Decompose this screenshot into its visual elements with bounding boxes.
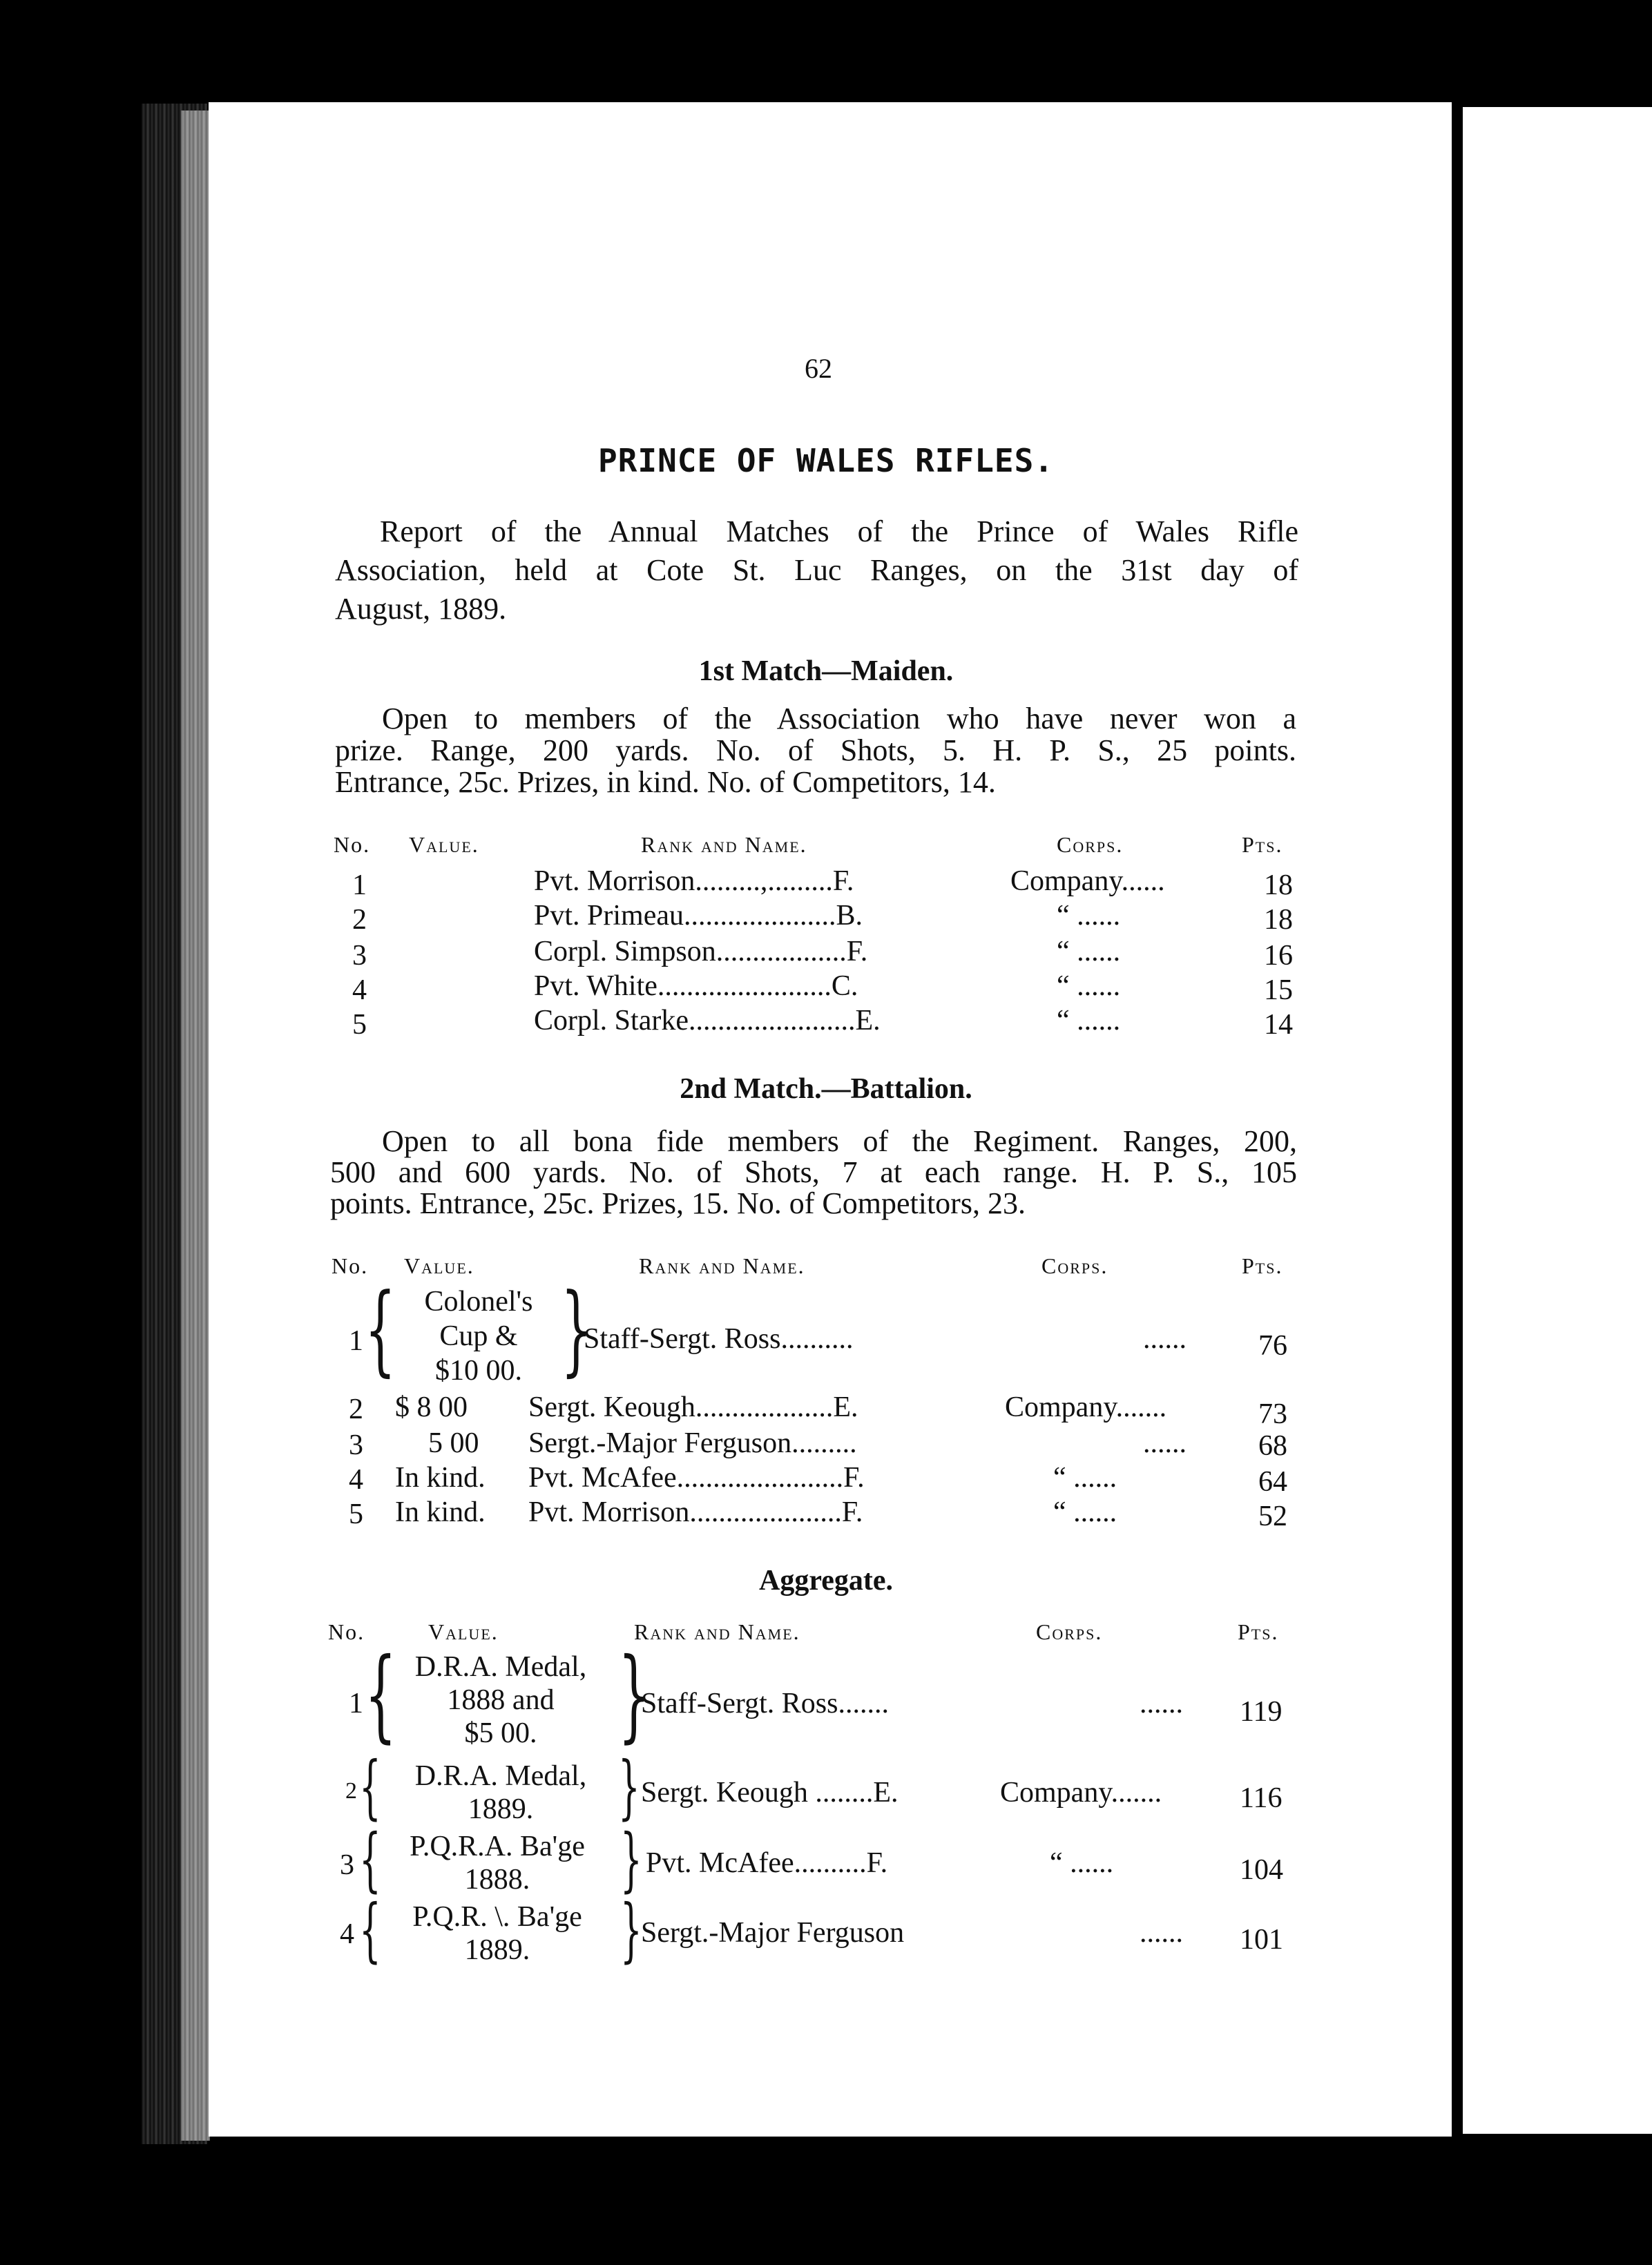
- row-corps: “ ......: [1053, 1462, 1117, 1494]
- left-brace: {: [359, 1819, 381, 1900]
- row-pts: 14: [1264, 1009, 1293, 1041]
- row-rank-name: Corpl. Simpson..................F.: [534, 936, 868, 967]
- row-no: 2: [352, 904, 367, 936]
- left-brace: {: [359, 1746, 381, 1827]
- left-brace: {: [365, 1273, 396, 1387]
- value-line: 1888.: [464, 1864, 530, 1896]
- right-brace: }: [618, 1746, 640, 1827]
- row-no: 3: [349, 1429, 363, 1461]
- row-value: [406, 1284, 551, 1388]
- row-corps: “ ......: [1050, 1847, 1114, 1879]
- row-pts: 18: [1264, 869, 1293, 901]
- intro-line: Association, held at Cote St. Luc Ranges, on the 31st day of: [335, 553, 1298, 587]
- col-value: Value.: [428, 1619, 499, 1644]
- col-value: Value.: [409, 832, 479, 857]
- row-value: $ 8 00: [395, 1391, 468, 1423]
- match1-desc-line: prize. Range, 200 yards. No. of Shots, 5. H. P. S., 25 points.: [335, 733, 1296, 767]
- facing-page: [1463, 107, 1652, 2134]
- row-pts: 73: [1258, 1398, 1287, 1430]
- row-value: [387, 1650, 615, 1750]
- page-number: 62: [805, 353, 832, 384]
- row-corps: “ ......: [1057, 1005, 1121, 1037]
- col-rank-name: Rank and Name.: [639, 1253, 805, 1278]
- value-line: $10 00.: [435, 1355, 522, 1387]
- match1-description: [335, 703, 1296, 798]
- row-corps: Company.......: [1000, 1777, 1162, 1809]
- row-corps: ......: [1143, 1323, 1187, 1355]
- value-line: $5 00.: [464, 1717, 537, 1749]
- row-corps: ......: [1140, 1917, 1183, 1949]
- row-pts: 52: [1258, 1501, 1287, 1532]
- row-rank-name: Corpl. Starke.......................E.: [534, 1005, 881, 1037]
- row-pts: 116: [1240, 1782, 1283, 1814]
- match1-desc-line: Open to members of the Association who have never won a: [382, 702, 1296, 735]
- col-corps: Corps.: [1041, 1253, 1108, 1278]
- col-no: No.: [334, 832, 371, 857]
- row-no: 1: [349, 1688, 363, 1719]
- value-line: D.R.A. Medal,: [414, 1760, 587, 1792]
- row-no: 2: [345, 1778, 357, 1804]
- row-corps: Company.......: [1005, 1391, 1167, 1423]
- match1-heading: 1st Match—Maiden.: [698, 655, 954, 687]
- row-no: 1: [352, 869, 367, 901]
- row-corps: “ ......: [1053, 1496, 1117, 1528]
- value-line: 1888 and: [447, 1684, 555, 1716]
- row-value: In kind.: [395, 1462, 486, 1494]
- row-rank-name: Sergt.-Major Ferguson.........: [528, 1427, 857, 1459]
- row-pts: 104: [1240, 1854, 1283, 1886]
- row-rank-name: Pvt. Morrison.........,.........F.: [534, 865, 854, 897]
- row-rank-name: Staff-Sergt. Ross.......: [641, 1688, 889, 1719]
- value-line: 1889.: [464, 1934, 530, 1966]
- value-line: 1889.: [468, 1793, 534, 1825]
- row-corps: Company......: [1010, 865, 1165, 897]
- row-no: 3: [340, 1849, 354, 1881]
- row-pts: 68: [1258, 1430, 1287, 1462]
- row-no: 5: [352, 1009, 367, 1041]
- page-title: PRINCE OF WALES RIFLES.: [598, 442, 1054, 479]
- value-line: P.Q.R.A. Ba'ge: [410, 1831, 585, 1862]
- col-rank-name: Rank and Name.: [634, 1619, 800, 1644]
- row-pts: 18: [1264, 904, 1293, 936]
- row-rank-name: Pvt. White........................C.: [534, 970, 858, 1002]
- row-corps: ......: [1143, 1427, 1187, 1459]
- right-brace: }: [618, 1637, 651, 1753]
- row-no: 1: [349, 1325, 363, 1357]
- left-brace: {: [359, 1889, 381, 1970]
- match2-heading: 2nd Match.—Battalion.: [680, 1073, 972, 1105]
- match2-description: [330, 1126, 1297, 1219]
- row-pts: 64: [1258, 1466, 1287, 1498]
- intro-line: Report of the Annual Matches of the Prince of Wales Rifle: [380, 514, 1298, 548]
- col-rank-name: Rank and Name.: [641, 832, 807, 857]
- left-brace: {: [365, 1637, 397, 1753]
- row-rank-name: Sergt.-Major Ferguson: [641, 1917, 905, 1949]
- col-corps: Corps.: [1036, 1619, 1103, 1644]
- intro-line: August, 1889.: [335, 592, 507, 626]
- row-rank-name: Pvt. Primeau.....................B.: [534, 900, 863, 932]
- row-pts: 16: [1264, 940, 1293, 972]
- match2-desc-line: points. Entrance, 25c. Prizes, 15. No. of Competitors, 23.: [330, 1186, 1026, 1220]
- col-no: No.: [332, 1253, 369, 1278]
- value-line: P.Q.R. \. Ba'ge: [412, 1901, 582, 1933]
- row-value: [387, 1760, 615, 1826]
- match2-desc-line: 500 and 600 yards. No. of Shots, 7 at each range. H. P. S., 105: [330, 1155, 1297, 1189]
- row-no: 4: [349, 1464, 363, 1496]
- row-pts: 119: [1240, 1696, 1283, 1728]
- row-value: [376, 1830, 618, 1896]
- row-pts: 15: [1264, 974, 1293, 1006]
- row-value: [376, 1900, 618, 1967]
- col-no: No.: [328, 1619, 365, 1644]
- row-corps: ......: [1140, 1688, 1183, 1719]
- row-rank-name: Staff-Sergt. Ross..........: [584, 1323, 854, 1355]
- row-corps: “ ......: [1057, 936, 1121, 967]
- value-line: Colonel's: [424, 1286, 533, 1318]
- match2-desc-line: Open to all bona fide members of the Regiment. Ranges, 200,: [382, 1124, 1297, 1158]
- row-no: 3: [352, 940, 367, 972]
- row-corps: “ ......: [1057, 970, 1121, 1002]
- value-line: Cup &: [439, 1320, 518, 1352]
- value-line: D.R.A. Medal,: [414, 1651, 587, 1683]
- row-rank-name: Pvt. McAfee..........F.: [646, 1847, 888, 1879]
- col-pts: Pts.: [1242, 1253, 1283, 1278]
- right-brace: }: [620, 1889, 642, 1970]
- row-no: 2: [349, 1394, 363, 1425]
- row-pts: 76: [1258, 1330, 1287, 1362]
- match1-desc-line: Entrance, 25c. Prizes, in kind. No. of Competitors, 14.: [335, 765, 996, 799]
- col-pts: Pts.: [1242, 832, 1283, 857]
- row-value: In kind.: [395, 1496, 486, 1528]
- row-no: 5: [349, 1498, 363, 1530]
- aggregate-heading: Aggregate.: [759, 1565, 893, 1597]
- right-brace: }: [561, 1273, 593, 1387]
- row-rank-name: Pvt. McAfee.......................F.: [528, 1462, 865, 1494]
- row-pts: 101: [1240, 1924, 1283, 1956]
- row-value: 5 00: [428, 1427, 479, 1459]
- row-rank-name: Pvt. Morrison.....................F.: [528, 1496, 863, 1528]
- row-no: 4: [340, 1918, 354, 1950]
- col-value: Value.: [404, 1253, 474, 1278]
- row-rank-name: Sergt. Keough ........E.: [641, 1777, 899, 1809]
- row-no: 4: [352, 974, 367, 1006]
- col-corps: Corps.: [1057, 832, 1124, 857]
- row-rank-name: Sergt. Keough...................E.: [528, 1391, 858, 1423]
- page-edges: [181, 110, 210, 2141]
- right-brace: }: [620, 1819, 642, 1900]
- intro-paragraph: [335, 512, 1298, 628]
- col-pts: Pts.: [1238, 1619, 1279, 1644]
- row-corps: “ ......: [1057, 900, 1121, 932]
